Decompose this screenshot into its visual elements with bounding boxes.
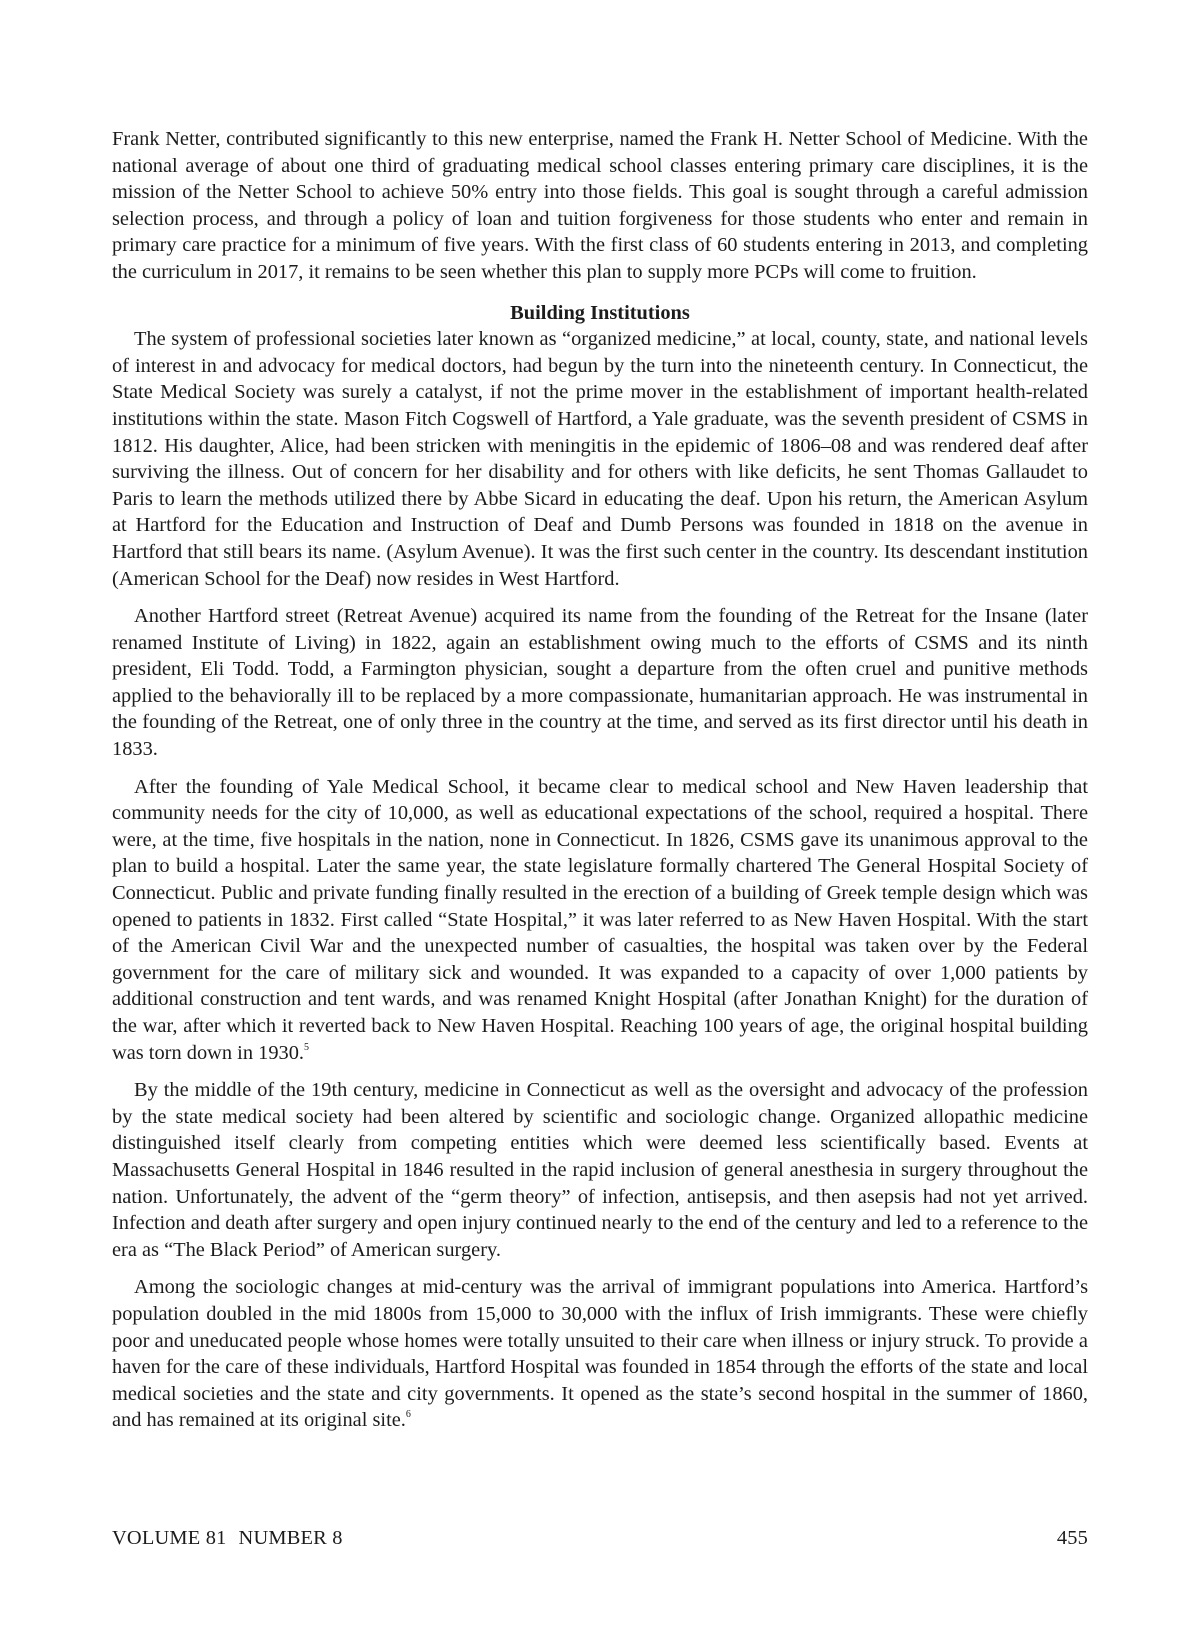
number-label: NUMBER 8	[238, 1527, 343, 1549]
article-body	[112, 126, 1088, 1434]
paragraph-hartford-hospital-text: Among the sociologic changes at mid-century was the arrival of immigrant populations into America. Hartford’s population doubled in the mid 1800s from 15,000 to 30,000 with the influx of Irish immigrants. These were chiefly poor and uneducated people whose homes were totally unsuited to their care when illness or injury struck. To provide a haven for the care of these individuals, Hartford Hospital was founded in 1854 through the efforts of the state and local medical societies and the state and city governments. It opened as the state’s second hospital in the summer of 1860, and has remained at its original site.	[112, 1276, 1088, 1432]
paragraph-mid-century-medicine: By the middle of the 19th century, medicine in Connecticut as well as the oversight and advocacy of the profession by the state medical society had been altered by scientific and sociologic change. Organized allopathic medicine distinguished itself clearly from competing entities which were deemed less scientifically based. Events at Massachusetts General Hospital in 1846 resulted in the rapid inclusion of general anesthesia in surgery throughout the nation. Unfortunately, the advent of the “germ theory” of infection, antisepsis, and then asepsis had not yet arrived. Infection and death after surgery and open injury continued nearly to the end of the century and led to a reference to the era as “The Black Period” of American surgery.	[112, 1079, 1088, 1261]
page-number: 455	[1056, 1527, 1088, 1549]
footnote-ref-5: 5	[304, 1041, 309, 1053]
footnote-ref-6: 6	[405, 1409, 411, 1421]
volume-label: VOLUME 81	[112, 1527, 227, 1549]
paragraph-new-haven-hospital-text: After the founding of Yale Medical School, it became clear to medical school and New Haven leadership that community needs for the city of 10,000, as well as educational expectations of the school, required a hospital. There were, at the time, five hospitals in the nation, none in Connecticut. In 1826, CSMS gave its unanimous approval to the plan to build a hospital. Later the same year, the state legislature formally chartered The General Hospital Society of Connecticut. Public and private funding finally resulted in the erection of a building of Greek temple design which was opened to patients in 1832. First called “State Hospital,” it was later referred to as New Haven Hospital. With the start of the American Civil War and the unexpected number of casualties, the hospital was taken over by the Federal government for the care of military sick and wounded. It was expanded to a capacity of over 1,000 patients by additional construction and tent wards, and was renamed Knight Hospital (after Jonathan Knight) for the duration of the war, after which it reverted back to New Haven Hospital. Reaching 100 years of age, the original hospital building was torn down in 1930.	[112, 775, 1088, 1064]
journal-issue	[112, 1525, 343, 1551]
paragraph-new-haven-hospital	[112, 774, 1088, 1067]
paragraph-asylum: The system of professional societies later known as “organized medicine,” at local, county, state, and national levels of interest in and advocacy for medical doctors, had begun by the turn into the nineteenth century. In Connecticut, the State Medical Society was surely a catalyst, if not the prime mover in the establishment of important health-related institutions within the state. Mason Fitch Cogswell of Hartford, a Yale graduate, was the seventh president of CSMS in 1812. His daughter, Alice, had been stricken with meningitis in the epidemic of 1806–08 and was rendered deaf after surviving the illness. Out of concern for her disability and for others with like deficits, he sent Thomas Gallaudet to Paris to learn the methods utilized there by Abbe Sicard in educating the deaf. Upon his return, the American Asylum at Hartford for the Education and Instruction of Deaf and Dumb Persons was founded in 1818 on the avenue in Hartford that still bears its name. (Asylum Avenue). It was the first such center in the country. Its descendant institution (American School for the Deaf) now resides in West Hartford.	[112, 328, 1088, 590]
paragraph-retreat: Another Hartford street (Retreat Avenue) acquired its name from the founding of the Retreat for the Insane (later renamed Institute of Living) in 1822, again an establishment owing much to the efforts of CSMS and its ninth president, Eli Todd. Todd, a Farmington physician, sought a departure from the often cruel and punitive methods applied to the behaviorally ill to be replaced by a more compassionate, humanitarian approach. He was instrumental in the founding of the Retreat, one of only three in the country at the time, and served as its first director until his death in 1833.	[112, 605, 1088, 761]
paragraph-hartford-hospital	[112, 1274, 1088, 1434]
paragraph-netter-school: Frank Netter, contributed significantly to this new enterprise, named the Frank H. Netter School of Medicine. With the national average of about one third of graduating medical school classes entering primary care disciplines, it is the mission of the Netter School to achieve 50% entry into those fields. This goal is sought through a careful admission selection process, and through a policy of loan and tuition forgiveness for those students who enter and remain in primary care practice for a minimum of five years. With the first class of 60 students entering in 2013, and completing the curriculum in 2017, it remains to be seen whether this plan to supply more PCPs will come to fruition.	[112, 128, 1088, 283]
page-footer	[112, 1525, 1088, 1551]
section-heading: Building Institutions	[510, 301, 690, 324]
